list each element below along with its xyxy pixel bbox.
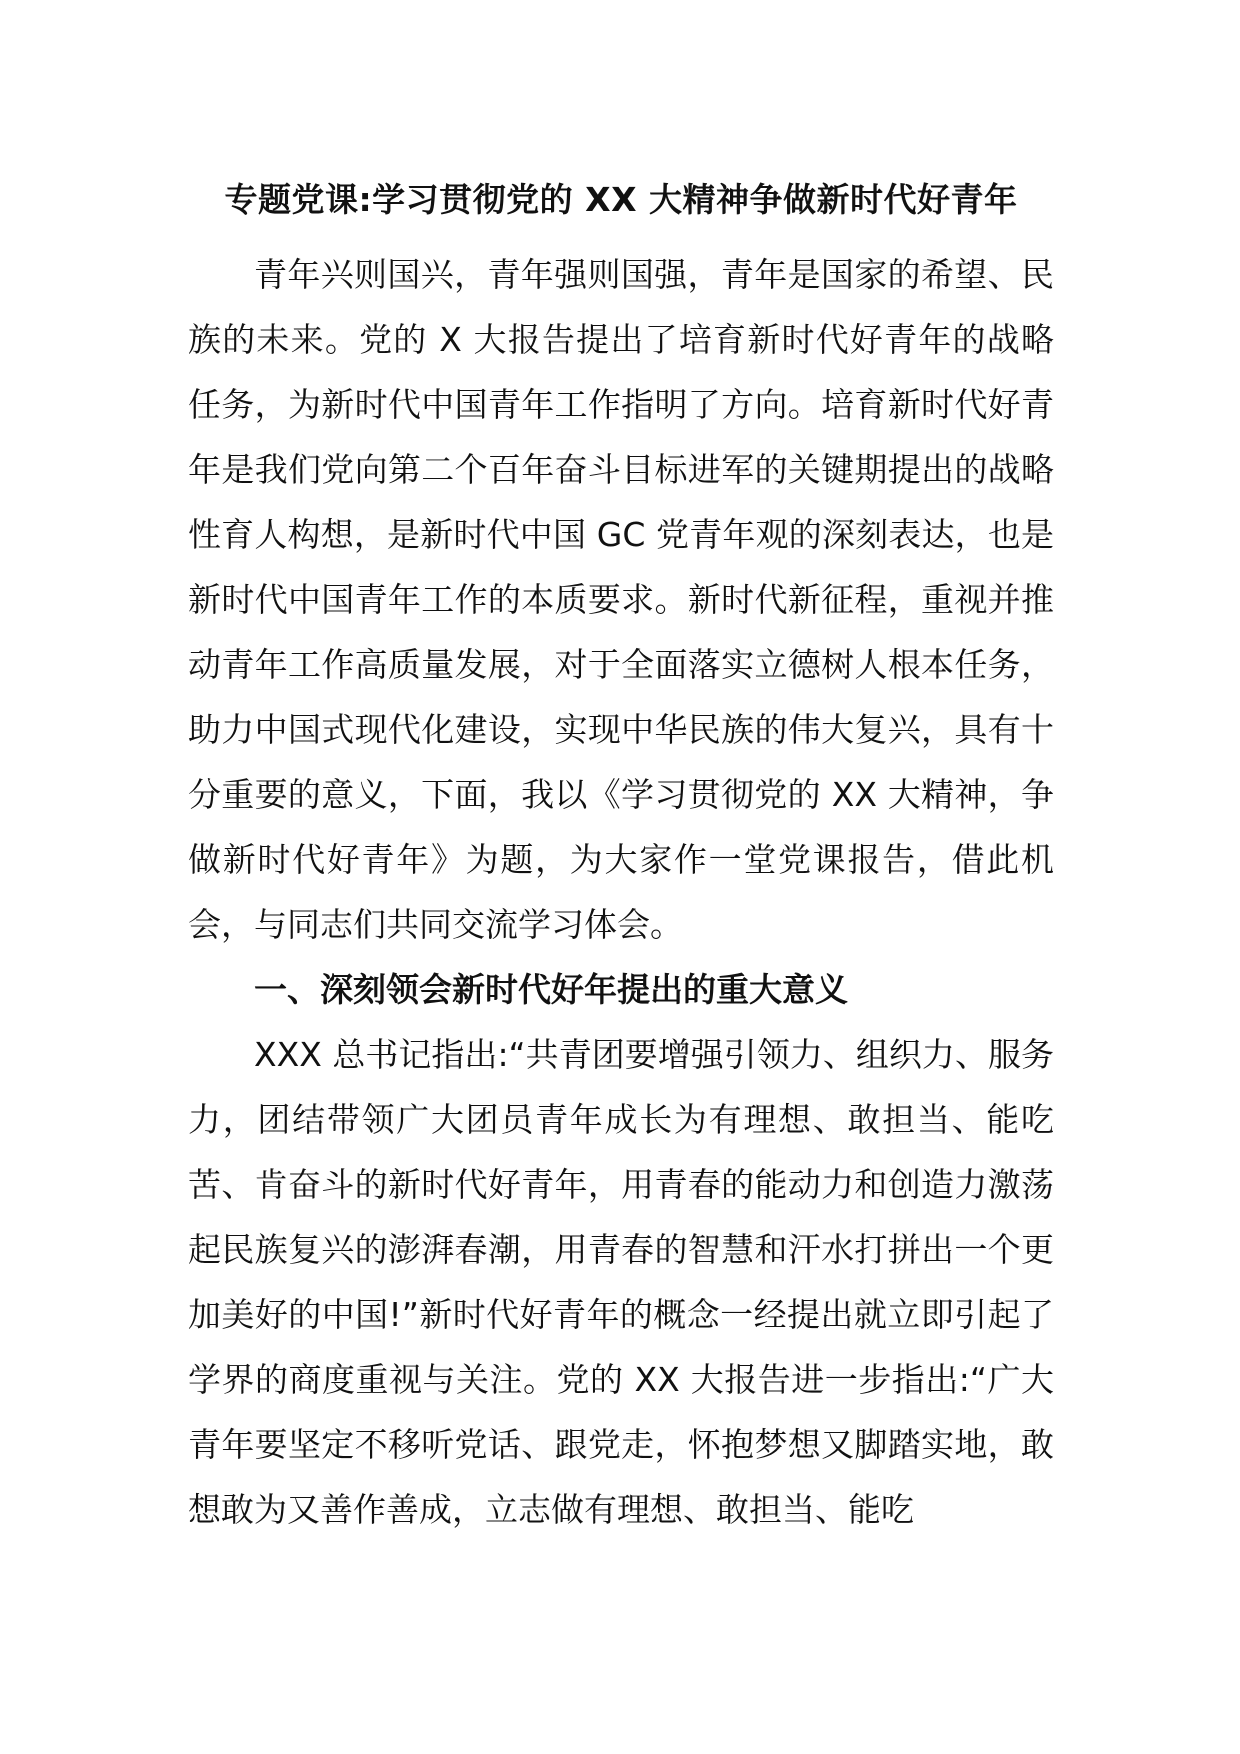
document-body bbox=[188, 178, 1054, 1542]
document-title: 专题党课:学习贯彻党的 XX 大精神争做新时代好青年 bbox=[224, 180, 1018, 219]
section-paragraph: XXX 总书记指出:“共青团要增强引领力、组织力、服务力，团结带领广大团员青年成长为有理想、敢担当、能吃苦、肯奋斗的新时代好青年，用青春的能动力和创造力激荡起民族复兴的澎湃春潮，用青春的智慧和汗水打拼出一个更加美好的中国!”新时代好青年的概念一经提出就立即引起了学界的商度重视与关注。党的 XX 大报告进一步指出:“广大青年要坚定不移听党话、跟党走，怀抱梦想又脚踏实地，敢想敢为又善作善成，立志做有理想、敢担当、能吃 bbox=[188, 1035, 1054, 1529]
intro-paragraph: 青年兴则国兴，青年强则国强，青年是国家的希望、民族的未来。党的 X 大报告提出了培育新时代好青年的战略任务，为新时代中国青年工作指明了方向。培育新时代好青年是我们党向第二个百年奋斗目标进军的关键期提出的战略性育人构想，是新时代中国 GC 党青年观的深刻表达，也是新时代中国青年工作的本质要求。新时代新征程，重视并推动青年工作高质量发展，对于全面落实立德树人根本任务，助力中国式现代化建设，实现中华民族的伟大复兴，具有十分重要的意义，下面，我以《学习贯彻党的 XX 大精神，争做新时代好青年》为题，为大家作一堂党课报告，借此机会，与同志们共同交流学习体会。 bbox=[188, 255, 1054, 944]
section-heading: 一、深刻领会新时代好年提出的重大意义 bbox=[254, 970, 848, 1009]
